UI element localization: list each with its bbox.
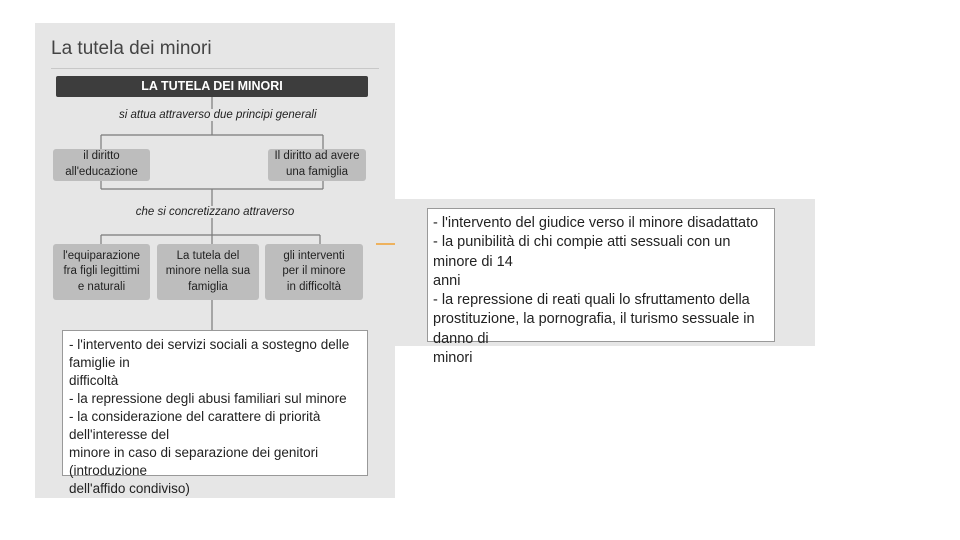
node-family-protection	[157, 244, 259, 300]
caption-principles: si attua attraverso due principi generali	[119, 109, 317, 121]
node-line: gli interventi	[283, 249, 345, 262]
node-line: fra figli legittimi	[63, 265, 140, 278]
node-line: per il minore	[282, 265, 346, 278]
panel-title: La tutela dei minori	[51, 38, 212, 59]
hardship-measure-line: - la punibilità di chi compie atti sessuali con un minore di 14	[433, 234, 731, 270]
callout-panel	[395, 199, 815, 366]
hardship-measure-line: - la repressione di reati quali lo sfruttamento della	[433, 292, 750, 309]
family-measure-line: minore in caso di separazione dei genitori (introduzione	[69, 444, 319, 478]
family-measure-line: - l'intervento dei servizi sociali a sostegno delle famiglie in	[69, 337, 350, 370]
hardship-measure-line: prostituzione, la pornografia, il turismo sessuale in danno di	[433, 311, 755, 347]
node-line: e naturali	[77, 280, 126, 293]
node-equality	[53, 244, 150, 300]
family-measure-line: - la repressione degli abusi familiari sul minore	[69, 390, 347, 406]
node-line: il diritto	[83, 150, 120, 163]
diagram-panel	[35, 23, 395, 498]
family-measure-line: dell'affido condiviso)	[69, 480, 190, 496]
family-measure-line: - la considerazione del carattere di priorità dell'interesse del	[69, 408, 321, 442]
node-line: in difficoltà	[286, 280, 342, 293]
diagram-header: LA TUTELA DEI MINORI	[56, 76, 368, 97]
node-line: minore nella sua	[165, 265, 251, 278]
node-right-to-education	[53, 149, 150, 181]
node-line: l'equiparazione	[62, 249, 140, 262]
hardship-measure-line: minori	[433, 349, 473, 366]
hardship-measures-box	[427, 208, 775, 366]
node-line: una famiglia	[285, 166, 348, 178]
caption-concrete: che si concretizzano attraverso	[130, 206, 300, 218]
node-line: famiglia	[188, 280, 228, 293]
hardship-measure-line: - l'intervento del giudice verso il minore disadattato	[433, 215, 759, 231]
hardship-measure-line: anni	[433, 272, 461, 289]
family-measures-box	[62, 330, 368, 496]
node-line: Il diritto ad avere	[274, 150, 360, 163]
node-line: La tutela del	[176, 249, 240, 262]
node-hardship	[265, 244, 363, 300]
node-line: all'educazione	[65, 166, 138, 178]
node-right-to-family	[268, 149, 366, 181]
family-measure-line: difficoltà	[69, 372, 119, 388]
